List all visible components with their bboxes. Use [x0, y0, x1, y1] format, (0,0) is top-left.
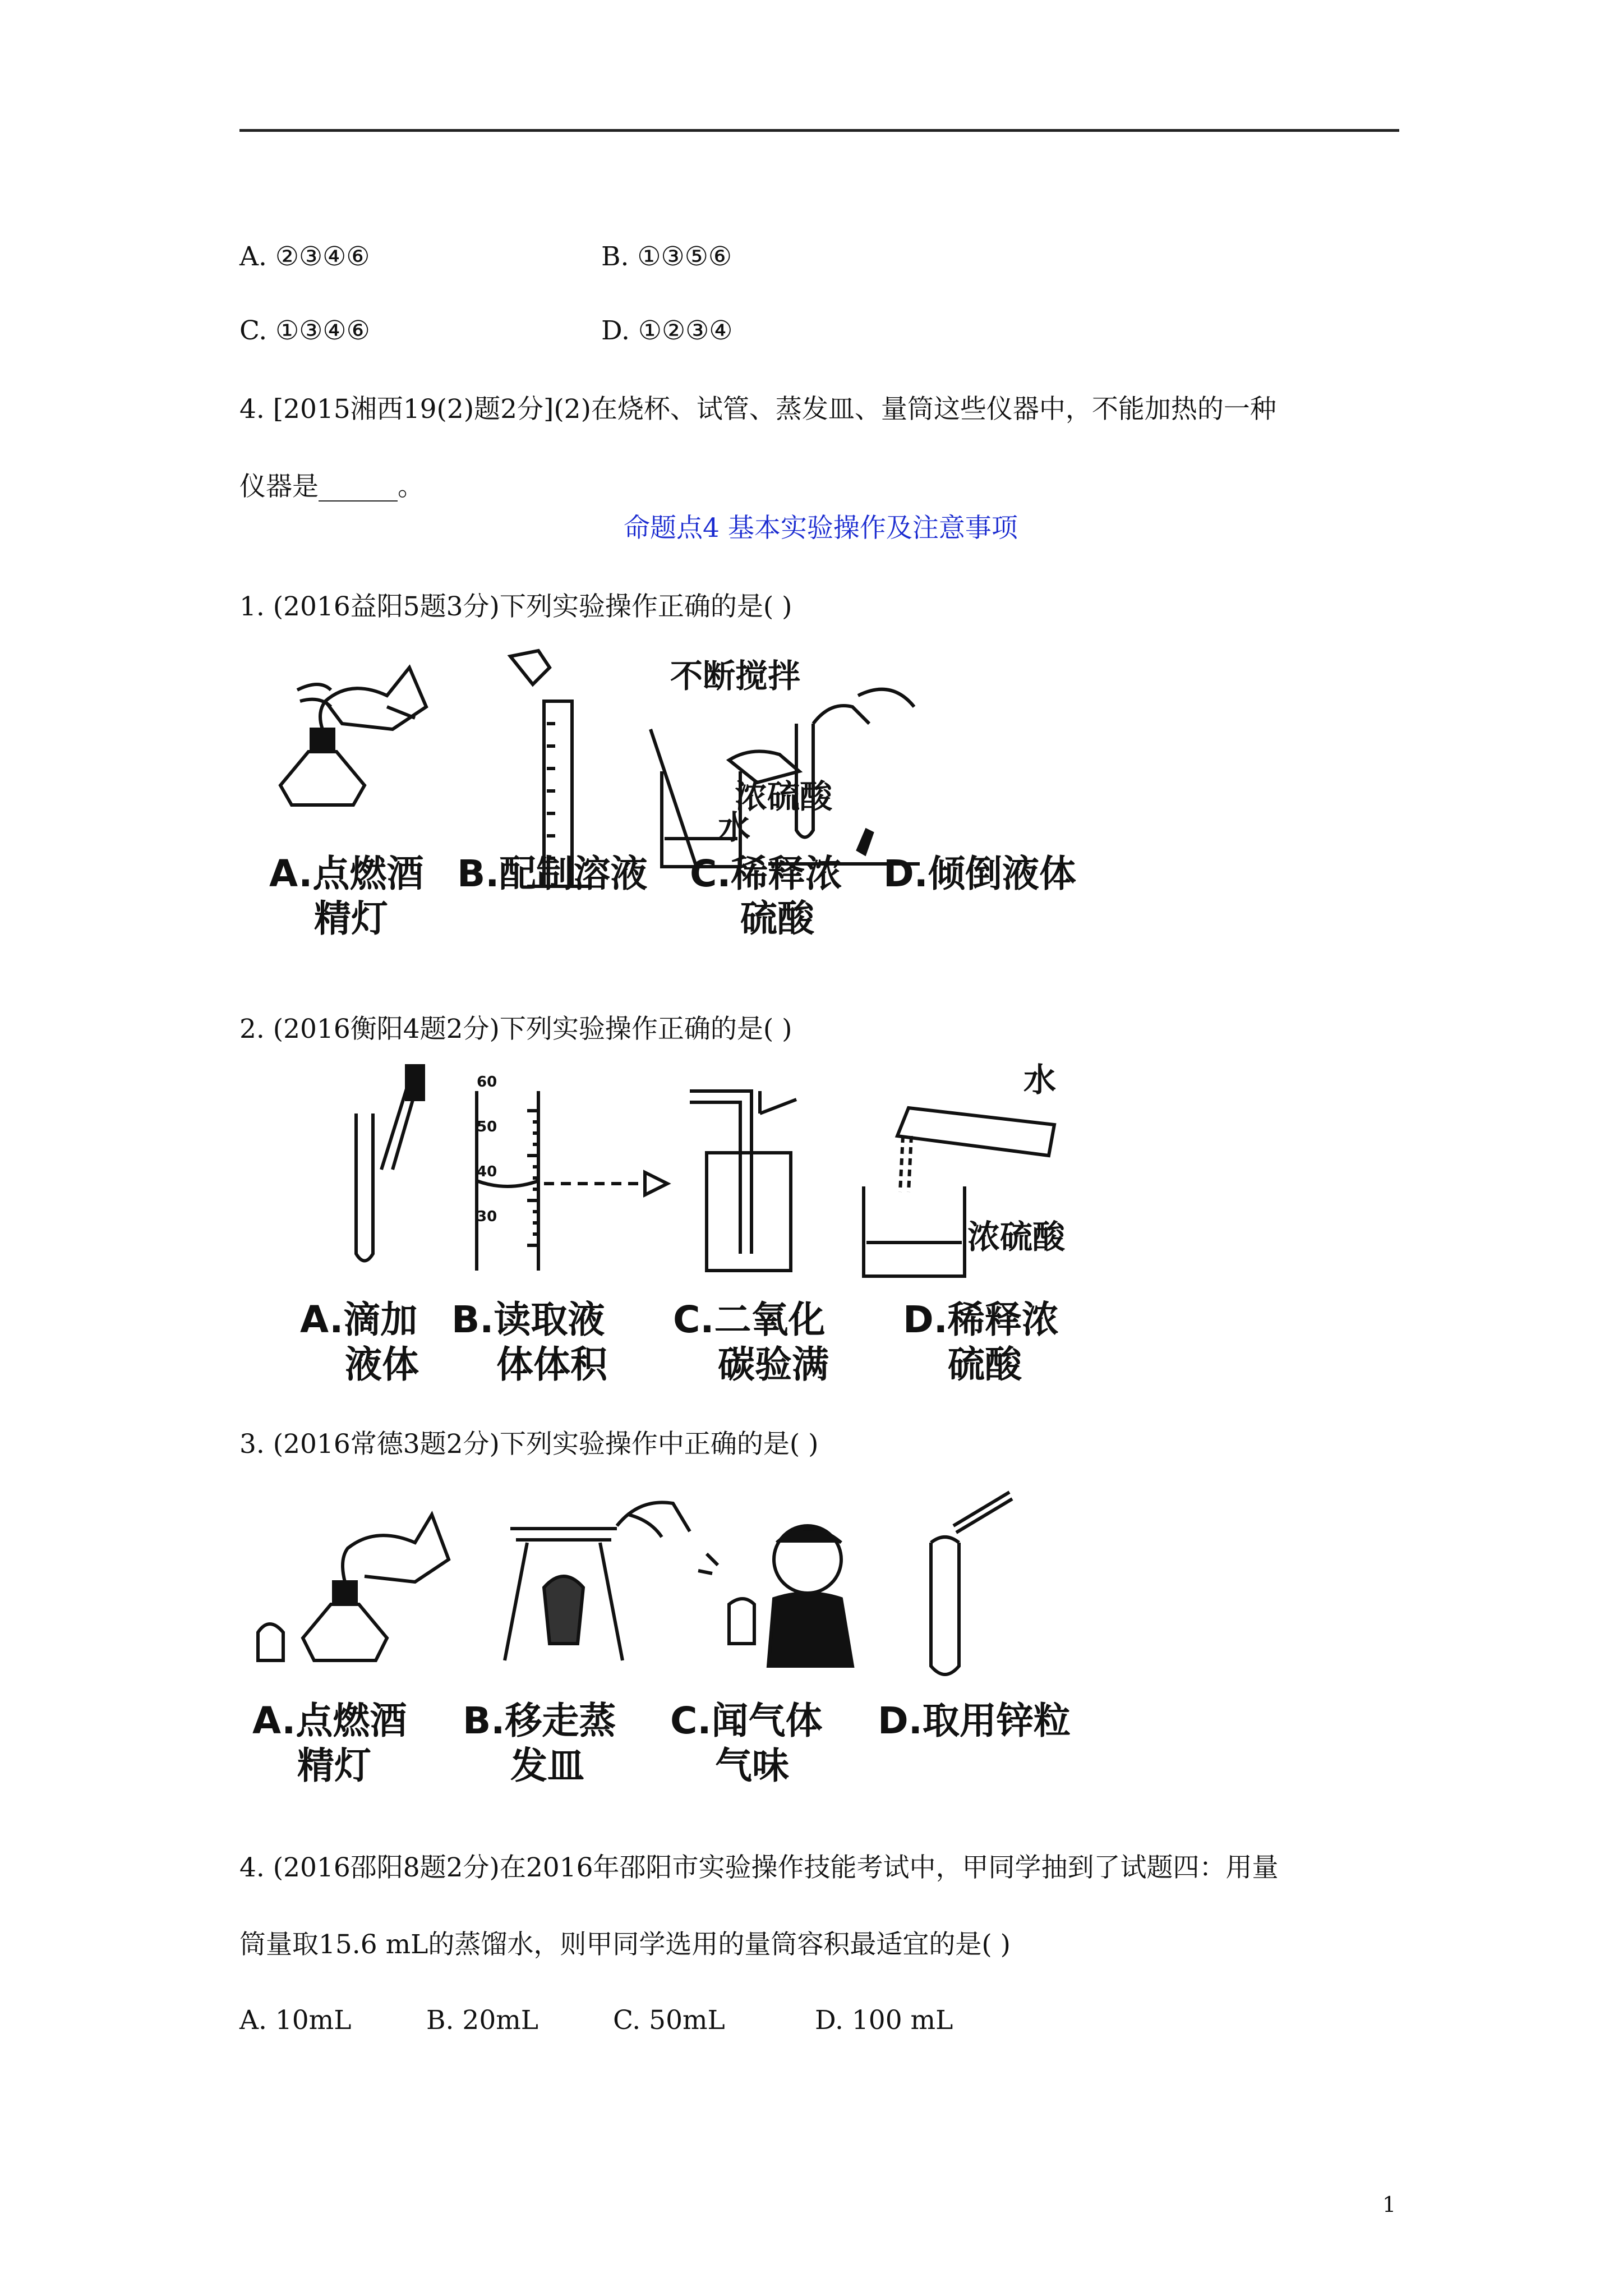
label-water: 水 — [1023, 1061, 1057, 1099]
alcohol-lamp-a — [303, 1604, 387, 1660]
question-2-figure — [280, 1057, 1105, 1388]
caption-c-line1: C.稀释浓 — [690, 852, 842, 895]
caption-b-line1: B.读取液 — [451, 1298, 605, 1341]
caption-c-line2: 碳验满 — [718, 1343, 829, 1386]
test-tube-d — [931, 1543, 959, 1674]
caption-b-line2: 发皿 — [510, 1744, 584, 1787]
caption-d-line2: 硫酸 — [948, 1343, 1022, 1386]
page-number: 1 — [1382, 2192, 1396, 2217]
caption-d-line1: D.取用锌粒 — [878, 1699, 1071, 1742]
alcohol-lamp-a — [280, 752, 365, 805]
label-acid: 浓硫酸 — [735, 777, 833, 816]
section-title: 命题点4 基本实验操作及注意事项 — [624, 513, 1018, 544]
tick-50: 50 — [477, 1119, 497, 1135]
caption-c-line1: C.二氧化 — [673, 1298, 826, 1341]
caption-a-line2: 精灯 — [297, 1744, 371, 1787]
option-a: A. ②③④⑥ — [239, 241, 370, 272]
question-4-option-d: D. 100 mL — [815, 2005, 953, 2036]
question-4-option-c: C. 50mL — [613, 2005, 725, 2036]
beaker-d — [864, 1186, 965, 1276]
question-1-stem: 1. (2016益阳5题3分)下列实验操作正确的是( ) — [239, 591, 792, 622]
caption-a-line1: A.点燃酒 — [269, 852, 424, 895]
question-4-line1: 4. (2016邵阳8题2分)在2016年邵阳市实验操作技能考试中，甲同学抽到了试题四：用量 — [239, 1852, 1279, 1883]
label-acid: 浓硫酸 — [967, 1218, 1066, 1256]
tick-30: 30 — [477, 1208, 497, 1225]
option-d: D. ①②③④ — [601, 315, 733, 346]
caption-b-line2: 体体积 — [496, 1343, 607, 1386]
header-rule — [239, 129, 1399, 132]
caption-d-line1: D.倾倒液体 — [883, 852, 1076, 895]
label-stir: 不断搅拌 — [670, 657, 801, 695]
question-1-figure — [247, 645, 1105, 937]
question-4-option-a: A. 10mL — [239, 2005, 352, 2036]
caption-c-line1: C.闻气体 — [670, 1699, 823, 1742]
caption-c-line2: 气味 — [715, 1744, 789, 1787]
caption-d-line1: D.稀释浓 — [903, 1298, 1059, 1341]
question-4-line2: 筒量取15.6 mL的蒸馏水，则甲同学选用的量筒容积最适宜的是( ) — [239, 1929, 1011, 1960]
caption-b-line1: B.配制溶液 — [457, 852, 648, 895]
question-4-prev-line2: 仪器是______。 — [239, 471, 424, 502]
option-b: B. ①③⑤⑥ — [601, 241, 732, 272]
caption-a-line1: A.滴加 — [300, 1298, 418, 1341]
question-4-prev-line1: 4. [2015湘西19(2)题2分](2)在烧杯、试管、蒸发皿、量筒这些仪器中，不能加热的一种 — [239, 394, 1276, 425]
question-2-stem: 2. (2016衡阳4题2分)下列实验操作正确的是( ) — [239, 1014, 792, 1045]
tick-60: 60 — [477, 1074, 497, 1091]
caption-c-line2: 硫酸 — [740, 897, 814, 937]
gas-bottle-c — [707, 1153, 791, 1271]
option-c: C. ①③④⑥ — [239, 315, 370, 346]
caption-a-line2: 精灯 — [314, 897, 388, 937]
caption-a-line2: 液体 — [345, 1343, 419, 1386]
caption-b-line1: B.移走蒸 — [463, 1699, 616, 1742]
tick-40: 40 — [477, 1163, 497, 1180]
question-3-figure — [247, 1481, 1105, 1795]
test-tube-a — [356, 1114, 373, 1261]
question-3-stem: 3. (2016常德3题2分)下列实验操作中正确的是( ) — [239, 1429, 819, 1460]
question-4-option-b: B. 20mL — [426, 2005, 539, 2036]
label-water: 水 — [718, 808, 751, 846]
caption-a-line1: A.点燃酒 — [252, 1699, 407, 1742]
